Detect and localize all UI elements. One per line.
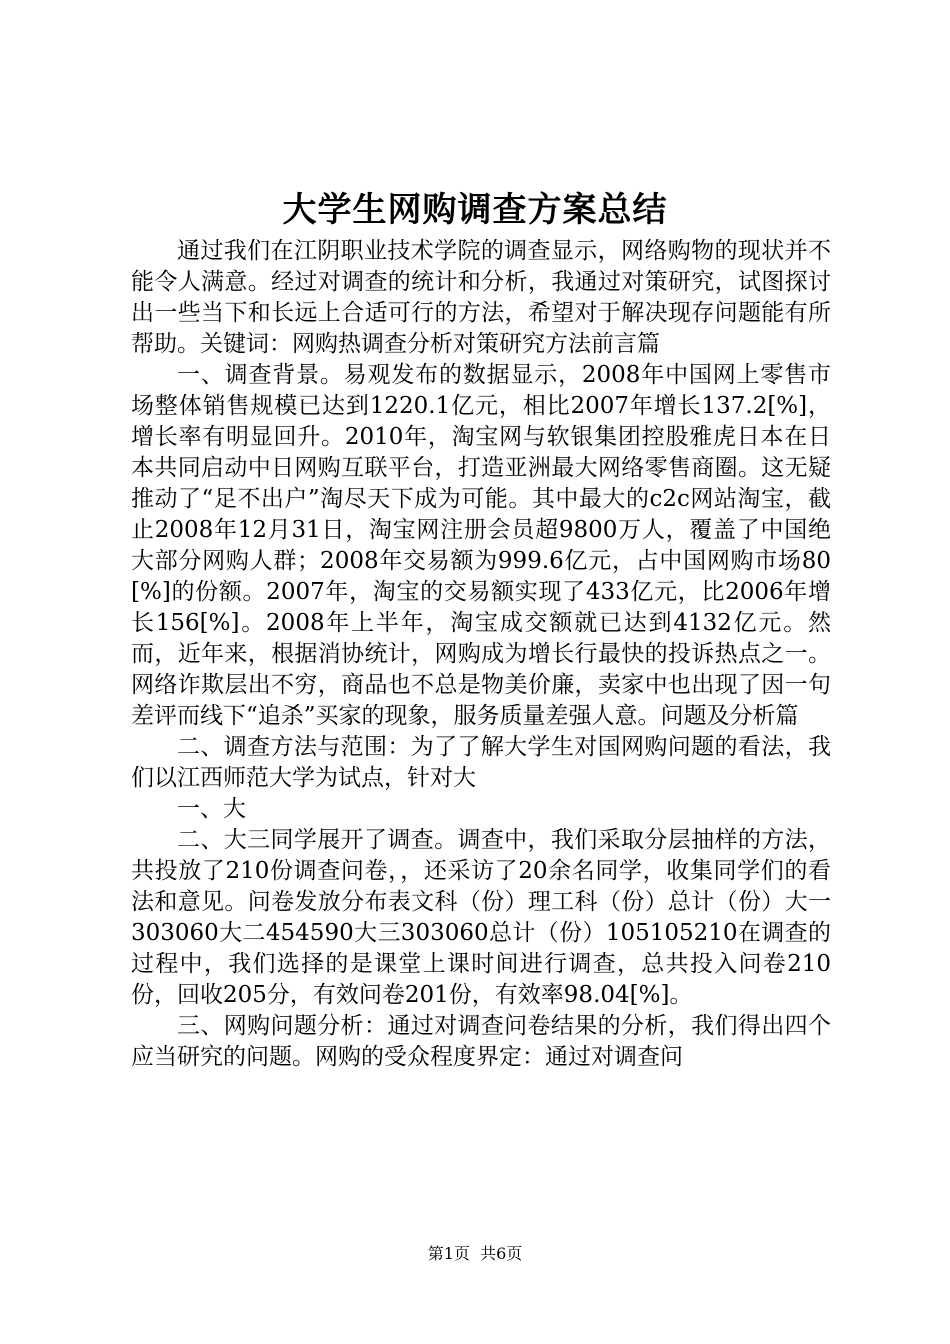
paragraph-method: 二、调查方法与范围：为了了解大学生对国网购问题的看法，我们以江西师范大学为试点，针对大 [131,734,831,791]
paragraph-analysis: 三、网购问题分析：通过对调查问卷结果的分析，我们得出四个应当研究的问题。网购的受众程度界定：通过对调查问 [131,1013,831,1070]
paragraph-intro: 通过我们在江阴职业技术学院的调查显示，网络购物的现状并不能令人满意。经过对调查的统计和分析，我通过对策研究，试图探讨出一些当下和长远上合适可行的方法，希望对于解决现存问题能有所帮助。关键词：网购热调查分析对策研究方法前言篇 [131,238,831,357]
paragraph-fragment: 一、大 [177,796,246,822]
paragraph-background: 一、调查背景。易观发布的数据显示，2008年中国网上零售市场整体销售规模已达到1220.1亿元，相比2007年增长137.2[%]，增长率有明显回升。2010年，淘宝网与软银集团控股雅虎日本在日本共同启动中日网购互联平台，打造亚洲最大网络零售商圈。这无疑推动了“足不出户”淘尽天下成为可能。其中最大的c2c网站淘宝，截止2008年12月31日，淘宝网注册会员超9800万人，覆盖了中国绝大部分网购人群；2008年交易额为999.6亿元，占中国网购市场80[%]的份额。2007年，淘宝的交易额实现了433亿元，比2006年增长156[%]。2008年上半年，淘宝成交额就已达到4132亿元。然而，近年来，根据消协统计，网购成为增长行最快的投诉热点之一。网络诈欺层出不穷，商品也不总是物美价廉，卖家中也出现了因一句差评而线下“追杀”买家的现象，服务质量差强人意。问题及分析篇 [131,362,831,729]
page-number-footer: 第1页 共6页 [427,1244,523,1263]
document-body [131,236,831,1073]
paragraph-survey: 二、大三同学展开了调查。调查中，我们采取分层抽样的方法，共投放了210份调查问卷，，还采访了20余名同学，收集同学们的看法和意见。问卷发放分布表文科（份）理工科（份）总计（份）大一303060大二454590大三303060总计（份）105105210在调查的过程中，我们选择的是课堂上课时间进行调查，总共投入问卷210份，回收205分，有效问卷201份，有效率98.04[%]。 [131,827,831,1008]
document-title: 大学生网购调查方案总结 [282,190,668,230]
